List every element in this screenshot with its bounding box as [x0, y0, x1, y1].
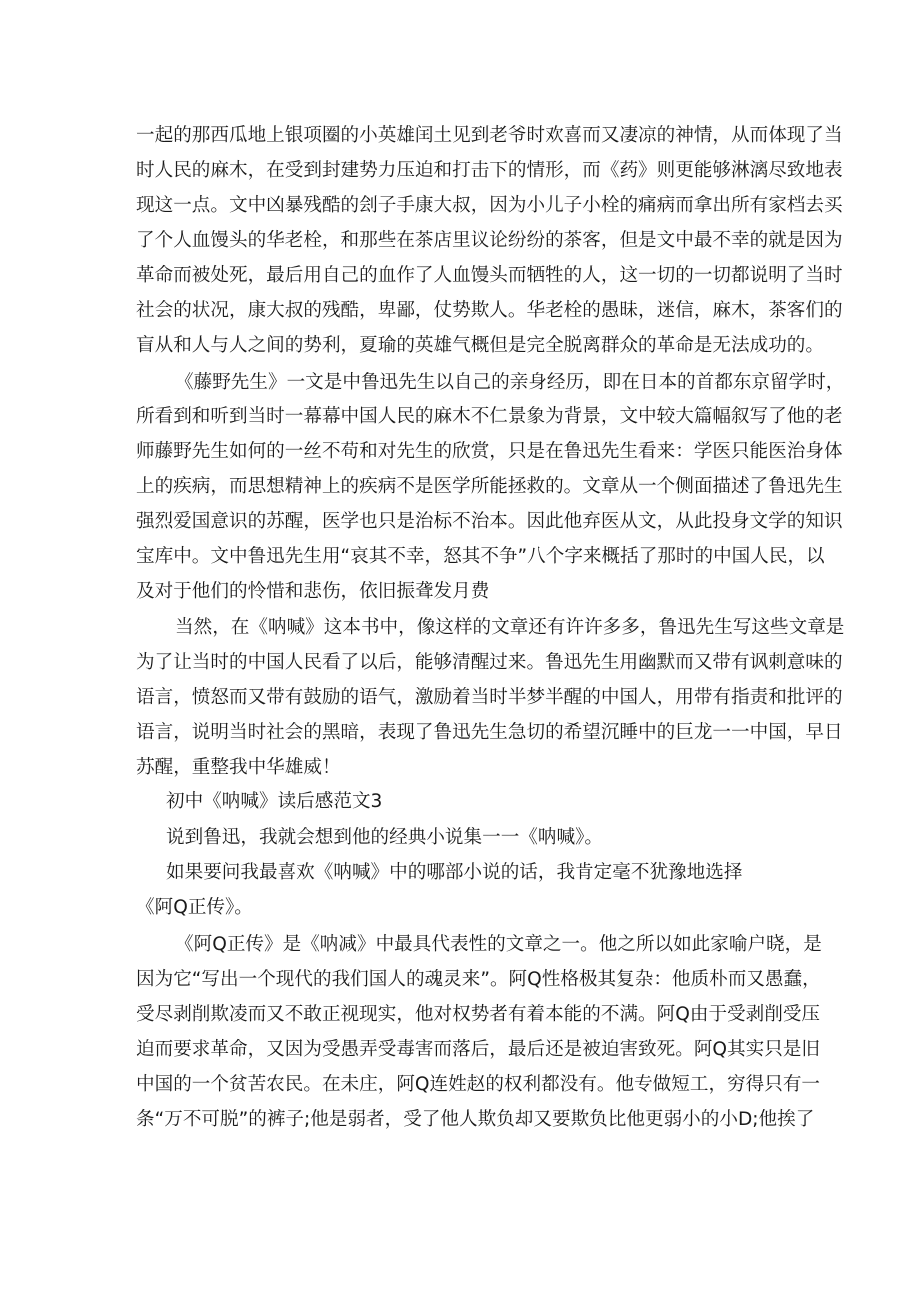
text-line: 宝库中。文中鲁迅先生用“哀其不幸，怒其不争”八个字来概括了那时的中国人民，以 — [136, 546, 825, 567]
text-line: 盲从和人与人之间的势利，夏瑜的英雄气概但是完全脱离群众的革命是无法成功的。 — [136, 335, 824, 356]
text-line: 强烈爱国意识的苏醒，医学也只是治标不治本。因此他弃医从文，从此投身文学的知识 — [136, 511, 843, 532]
paragraph-start: 当然，在《呐喊》这本书中，像这样的文章还有许许多多，鲁迅先生写这些文章是 — [175, 617, 845, 638]
paragraph-start: 《阿Q正传》是《呐减》中最具代表性的文章之一。他之所以如此家喻户晓，是 — [175, 934, 822, 955]
text-line: 社会的状况，康大叔的残酷，卑鄙，仗势欺人。华老栓的愚昧，迷信，麻木，茶客们的 — [136, 300, 843, 321]
text-line: 革命而被处死，最后用自己的血作了人血馒头而牺牲的人，这一切的一切都说明了当时 — [136, 265, 843, 286]
text-line: 条“万不可脱”的裤子;他是弱者，受了他人欺负却又要欺负比他更弱小的小D;他挨了 — [136, 1109, 815, 1130]
text-line: 苏醒，重整我中华雄威！ — [136, 757, 341, 778]
text-line: 为了让当时的中国人民看了以后，能够清醒过来。鲁迅先生用幽默而又带有讽刺意味的 — [136, 652, 843, 673]
text-line: 现这一点。文中凶暴残酷的刽子手康大叔，因为小儿子小栓的痛病而拿出所有家档去买 — [136, 195, 843, 216]
text-line: 中国的一个贫苦农民。在未庄，阿Q连姓赵的权利都没有。他专做短工，穷得只有一 — [136, 1074, 821, 1095]
text-line: 迫而要求革命，又因为受愚弄受毒害而落后，最后还是被迫害致死。阿Q其实只是旧 — [136, 1039, 821, 1060]
text-line: 师藤野先生如何的一丝不苟和对先生的欣赏，只是在鲁迅先生看来：学医只能医治身体 — [136, 441, 843, 462]
text-line: 一起的那西瓜地上银项圈的小英雄闰土见到老爷时欢喜而又凄凉的神情，从而体现了当 — [136, 125, 843, 146]
text-line: 上的疾病，而思想精神上的疾病不是医学所能拯救的。文章从一个侧面描述了鲁迅先生 — [136, 476, 843, 497]
text-line: 及对于他们的怜惜和悲伤，依旧振聋发月费 — [136, 581, 490, 602]
paragraph-start: 说到鲁迅，我就会想到他的经典小说集一一《呐喊》。 — [166, 827, 603, 848]
text-line: 因为它“写出一个现代的我们国人的魂灵来”。阿Q性格极其复杂：他质朴而又愚蠢， — [136, 969, 821, 990]
text-line: 所看到和听到当时一幕幕中国人民的麻木不仁景象为背景，文中较大篇幅叙写了他的老 — [136, 406, 843, 427]
paragraph-start: 《藤野先生》一文是中鲁迅先生以自己的亲身经历，即在日本的首都东京留学时， — [175, 372, 845, 393]
section-heading: 初中《呐喊》读后感范文3 — [166, 791, 383, 812]
text-line: 《阿Q正传》。 — [136, 897, 253, 918]
text-line: 语言，说明当时社会的黑暗，表现了鲁迅先生急切的希望沉睡中的巨龙一一中国，早日 — [136, 722, 843, 743]
paragraph-start: 如果要问我最喜欢《呐喊》中的哪部小说的话，我肯定毫不犹豫地选择 — [166, 862, 743, 883]
text-line: 语言，愤怒而又带有鼓励的语气，激励着当时半梦半醒的中国人，用带有指责和批评的 — [136, 687, 843, 708]
text-line: 受尽剥削欺凌而又不敢正视现实，他对权势者有着本能的不满。阿Q由于受剥削受压 — [136, 1004, 821, 1025]
text-line: 了个人血馒头的华老栓，和那些在茶店里议论纷纷的茶客，但是文中最不幸的就是因为 — [136, 230, 843, 251]
text-line: 时人民的麻木，在受到封建势力压迫和打击下的情形，而《药》则更能够淋漓尽致地表 — [136, 160, 843, 181]
